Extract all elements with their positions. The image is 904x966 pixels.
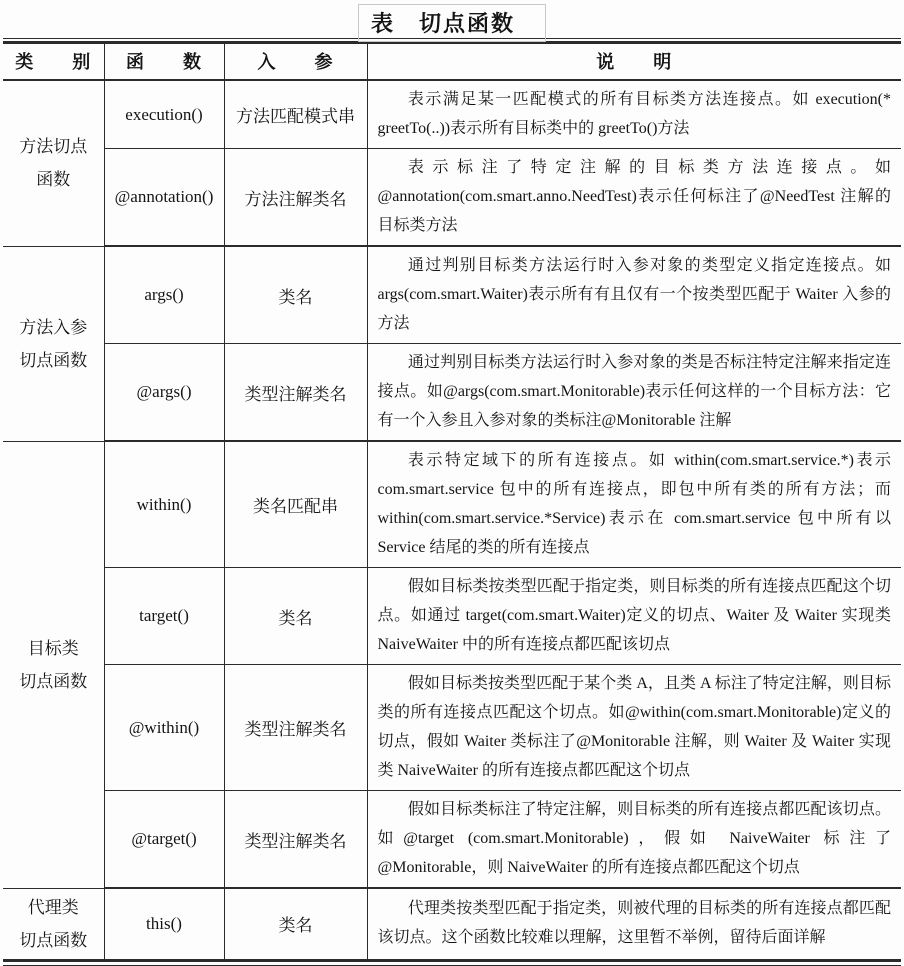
table-row — [3, 791, 901, 889]
category-cell: 方法入参 切点函数 — [3, 246, 104, 441]
table-header — [3, 43, 901, 81]
pointcut-functions-table — [3, 41, 901, 962]
param-cell: 方法匹配模式串 — [224, 80, 367, 149]
column-header-0: 类 别 — [3, 43, 104, 81]
table-container — [3, 38, 901, 966]
param-cell: 方法注解类名 — [224, 149, 367, 247]
description-cell: 表示标注了特定注解的目标类方法连接点。如@annotation(com.smart.anno.NeedTest)表示任何标注了@NeedTest 注解的目标类方法 — [367, 149, 901, 247]
table-title: 表 切点函数 — [358, 4, 546, 42]
table-row — [3, 344, 901, 442]
function-cell: target() — [104, 568, 224, 665]
param-cell: 类名 — [224, 568, 367, 665]
function-cell: @target() — [104, 791, 224, 889]
description-cell: 通过判别目标类方法运行时入参对象的类型定义指定连接点。如 args(com.smart.Waiter)表示所有有且仅有一个按类型匹配于 Waiter 入参的方法 — [367, 246, 901, 344]
description-cell: 假如目标类按类型匹配于指定类，则目标类的所有连接点匹配这个切点。如通过 target(com.smart.Waiter)定义的切点、Waiter 及 Waiter 实现类 NaiveWaiter 中的所有连接点都匹配该切点 — [367, 568, 901, 665]
param-cell: 类型注解类名 — [224, 791, 367, 889]
column-header-2: 入 参 — [224, 43, 367, 81]
description-cell: 假如目标类按类型匹配于某个类 A，且类 A 标注了特定注解，则目标类的所有连接点匹配这个切点。如@within(com.smart.Monitorable)定义的切点，假如 Waiter 类标注了@Monitorable 注解，则 Waiter 及 Waiter 实现类 NaiveWaiter 的所有连接点都匹配这个切点 — [367, 665, 901, 791]
column-header-3: 说 明 — [367, 43, 901, 81]
function-cell: this() — [104, 888, 224, 960]
function-cell: within() — [104, 441, 224, 568]
table-title-bar — [0, 0, 904, 38]
function-cell: execution() — [104, 80, 224, 149]
table-row — [3, 149, 901, 247]
table-row — [3, 888, 901, 960]
table-row — [3, 246, 901, 344]
function-cell: @args() — [104, 344, 224, 442]
table-row — [3, 665, 901, 791]
description-cell: 代理类按类型匹配于指定类，则被代理的目标类的所有连接点都匹配该切点。这个函数比较难以理解，这里暂不举例，留待后面详解 — [367, 888, 901, 960]
param-cell: 类名匹配串 — [224, 441, 367, 568]
category-cell: 目标类 切点函数 — [3, 441, 104, 888]
table-body — [3, 80, 901, 960]
description-cell: 表示特定域下的所有连接点。如 within(com.smart.service.*)表示 com.smart.service 包中的所有连接点，即包中所有类的所有方法；而 within(com.smart.service.*Service)表示在 com.smart.service 包中所有以 Service 结尾的类的所有连接点 — [367, 441, 901, 568]
description-cell: 表示满足某一匹配模式的所有目标类方法连接点。如 execution(* greetTo(..))表示所有目标类中的 greetTo()方法 — [367, 80, 901, 149]
table-row — [3, 80, 901, 149]
param-cell: 类型注解类名 — [224, 665, 367, 791]
category-cell: 代理类 切点函数 — [3, 888, 104, 960]
description-cell: 假如目标类标注了特定注解，则目标类的所有连接点都匹配该切点。如@target (com.smart.Monitorable)，假如 NaiveWaiter 标注了@Monitorable，则 NaiveWaiter 的所有连接点都匹配这个切点 — [367, 791, 901, 889]
param-cell: 类名 — [224, 246, 367, 344]
category-cell: 方法切点 函数 — [3, 80, 104, 246]
param-cell: 类型注解类名 — [224, 344, 367, 442]
param-cell: 类名 — [224, 888, 367, 960]
column-header-1: 函 数 — [104, 43, 224, 81]
function-cell: args() — [104, 246, 224, 344]
table-row — [3, 441, 901, 568]
header-row — [3, 43, 901, 81]
description-cell: 通过判别目标类方法运行时入参对象的类是否标注特定注解来指定连接点。如@args(com.smart.Monitorable)表示任何这样的一个目标方法：它有一个入参且入参对象的类标注@Monitorable 注解 — [367, 344, 901, 442]
function-cell: @annotation() — [104, 149, 224, 247]
function-cell: @within() — [104, 665, 224, 791]
table-row — [3, 568, 901, 665]
